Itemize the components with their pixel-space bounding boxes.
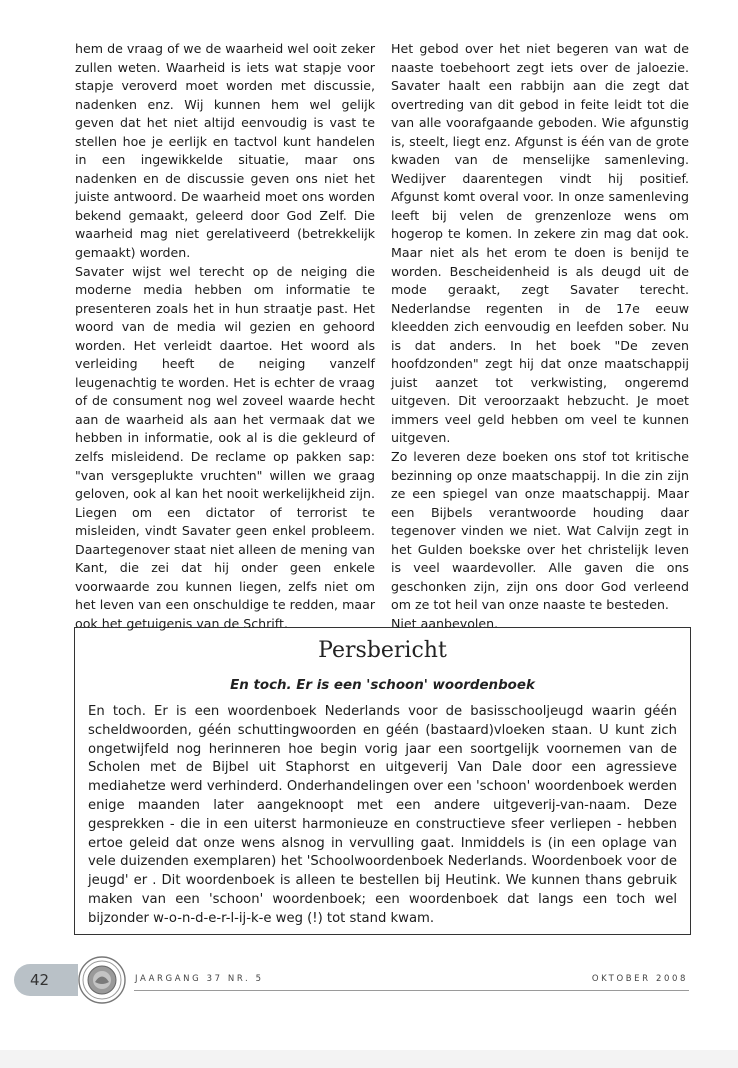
press-release-body: En toch. Er is een woordenboek Nederlands voor de basisschooljeugd waarin géén scheldwoorden, géén schuttingwoorden en géén (bastaard)vloeken staan. U kunt zich ongetwijfeld nog herinneren hoe begin vorig jaar een soortgelijk voornemen van de Scholen met de Bijbel uit Staphorst en uitgeverij Van Dale door een agressieve mediahetze werd verhinderd. Onderhandelingen over een 'schoon' woordenboek werden enige maanden later aangeknoopt met een andere uitgeverij-van-naam. Deze gesprekken - die in een uiterst harmonieuze en constructieve sfeer verliepen - hebben ertoe geleid dat onze wens alsnog in vervulling gaat. Inmiddels is (in een oplage van vele duizenden exemplaren) het 'Schoolwoordenboek Nederlands. Woordenboek voor de jeugd' er . Dit woordenboek is alleen te bestellen bij Heutink. We kunnen thans gebruik maken van een 'schoon' woordenboek; een woordenboek dat langs een toch wel bijzonder w-o-n-d-e-r-l-ij-k-e weg (!) tot stand kwam. xyxy=(88,704,677,926)
seal-emblem-icon xyxy=(77,955,127,1005)
scan-edge xyxy=(0,1050,738,1068)
footer-date: OKTOBER 2008 xyxy=(591,974,688,984)
article-paragraph: Het gebod over het niet begeren van wat de naaste toebehoort zegt iets over de jaloezie. Savater haalt een rabbijn aan die zegt dat overtreding van dit gebod in feite leidt tot die van alle voorafgaande geboden. Wie afgunstig is, steelt, liegt enz. Afgunst is één van de grote kwaden van de menselijke samenleving. Wedijver daarentegen vindt hij positief. Afgunst komt overal voor. In onze samenleving leeft bij velen de grenzenloze wens om hogerop te komen. In zekere zin mag dat ook. Maar niet als het erom te doen is benijd te worden. Bescheidenheid is als deugd uit de mode geraakt, zegt Savater terecht. Nederlandse regenten in de 17e eeuw kleedden zich eenvoudig en leefden sober. Nu is dat anders. In het boek "De zeven hoofdzonden" zegt hij dat onze maatschappij juist aanzet tot verkwisting, ongeremd uitgeven. Dit veroorzaakt hebzucht. Je moet immers veel geld hebben om veel te kunnen uitgeven. xyxy=(391,41,689,446)
footer-divider xyxy=(134,990,689,991)
article-paragraph: hem de vraag of we de waarheid wel ooit zeker zullen weten. Waarheid is iets wat stapje voor stapje veroverd moet worden met discussie, nadenken enz. Wij kunnen hem wel gelijk geven dat het niet altijd eenvoudig is vast te stellen hoe je eerlijk en tactvol kunt handelen in een ingewikkelde situatie, maar ons nadenken en de discussie geven ons niet het juiste antwoord. De waarheid moet ons worden bekend gemaakt, geleerd door God Zelf. Die waarheid mag niet gerelativeerd (betrekkelijk gemaakt) worden. xyxy=(75,41,375,261)
press-release-subtitle: En toch. Er is een 'schoon' woordenboek xyxy=(230,678,535,693)
article-verdict: Niet aanbevolen. xyxy=(391,615,499,631)
article-right-column xyxy=(391,40,689,634)
article-paragraph: Zo leveren deze boeken ons stof tot kritische bezinning op onze maatschappij. In die zin zijn ze een spiegel van onze maatschappij. Maar een Bijbels verantwoorde houding daar tegenover vinden we niet. Wat Calvijn zegt in het Gulden boekske over het christelijk leven is veel waardevoller. Alle gaven die ons geschonken zijn, zijn ons door God verleend om ze tot heil van onze naaste te besteden. xyxy=(391,449,689,613)
press-release-box xyxy=(74,627,691,935)
page-number: 42 xyxy=(30,971,50,989)
press-release-title: Persbericht xyxy=(318,638,447,663)
article-paragraph: Savater wijst wel terecht op de neiging die moderne media hebben om informatie te presenteren zoals het in hun straatje past. Het woord van de media wil gezien en gehoord worden. Het verleidt daartoe. Het woord als verleiding heeft de neiging vanzelf leugenachtig te worden. Het is echter de vraag of de consument nog wel zoveel waarde hecht aan de waarheid als aan het vermaak dat we hebben in informatie, ook al is die gekleurd of zelfs misleidend. De reclame op pakken sap: "van versgeplukte vruchten" willen we graag geloven, ook al kan het nooit werkelijkheid zijn. Liegen om een dictator of terrorist te misleiden, vindt Savater geen enkel probleem. Daartegenover staat niet alleen de mening van Kant, die zei dat hij onder geen enkele voorwaarde zou kunnen liegen, zelfs niet om het leven van een onschuldige te redden, maar ook het getuigenis van de Schrift. xyxy=(75,263,375,631)
article-left-column xyxy=(75,40,375,634)
footer-issue: JAARGANG 37 NR. 5 xyxy=(135,974,264,984)
